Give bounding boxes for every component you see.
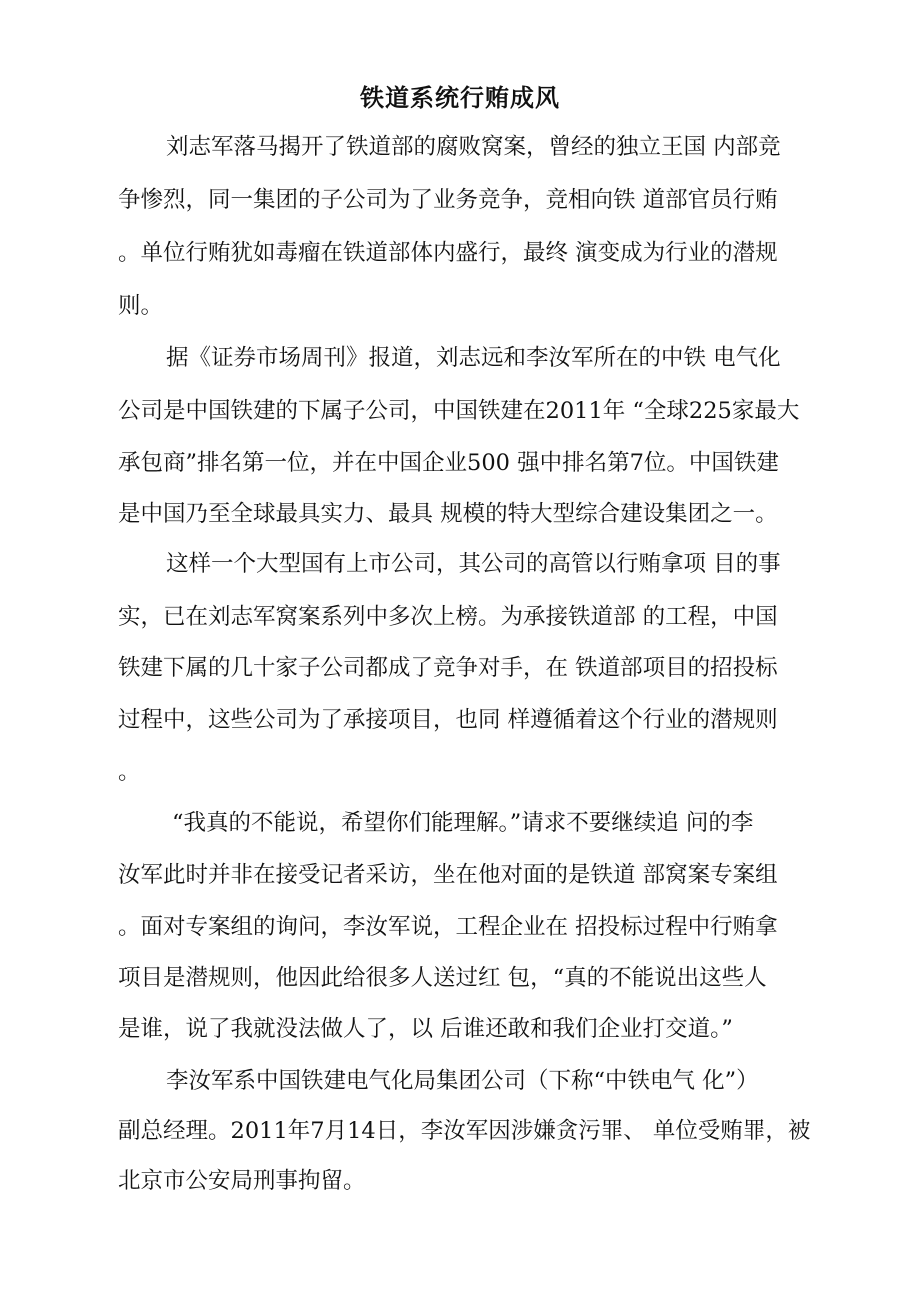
paragraph-line: 铁建下属的几十家子公司都成了竞争对手，在 铁道部项目的招投标 bbox=[118, 655, 778, 681]
paragraph-line: 副总经理。2011年7月14日，李汝军因涉嫌贪污罪、 单位受贿罪，被 bbox=[118, 1118, 811, 1144]
paragraph-line: 是中国乃至全球最具实力、最具 规模的特大型综合建设集团之一。 bbox=[118, 501, 778, 527]
paragraph-line: 项目是潜规则，他因此给很多人送过红 包，“真的不能说出这些人 bbox=[118, 965, 767, 991]
paragraph-line: 则。 bbox=[118, 293, 164, 319]
paragraph-line: 这样一个大型国有上市公司，其公司的高管以行贿拿项 目的事 bbox=[166, 551, 781, 577]
paragraph-line: 争惨烈，同一集团的子公司为了业务竞争，竞相向铁 道部官员行贿 bbox=[118, 187, 778, 213]
paragraph-line: 。面对专案组的询问，李汝军说，工程企业在 招投标过程中行贿拿 bbox=[118, 914, 778, 940]
paragraph-line: 。 bbox=[118, 759, 141, 785]
paragraph-line: 公司是中国铁建的下属子公司，中国铁建在2011年 “全球225家最大 bbox=[118, 398, 800, 424]
paragraph-line: 是谁，说了我就没法做人了，以 后谁还敢和我们企业打交道。” bbox=[118, 1016, 733, 1042]
paragraph-line: 汝军此时并非在接受记者采访，坐在他对面的是铁道 部窝案专案组 bbox=[118, 862, 778, 888]
paragraph-line: 。单位行贿犹如毒瘤在铁道部体内盛行，最终 演变成为行业的潜规 bbox=[118, 240, 778, 266]
paragraph-line: 据《证券市场周刊》报道，刘志远和李汝军所在的中铁 电气化 bbox=[166, 345, 781, 371]
paragraph-line: 实，已在刘志军窝案系列中多次上榜。为承接铁道部 的工程，中国 bbox=[118, 604, 778, 630]
paragraph-line: 北京市公安局刑事拘留。 bbox=[118, 1168, 366, 1194]
paragraph-line: “我真的不能说，希望你们能理解。”请求不要继续追 问的李 bbox=[172, 810, 754, 836]
paragraph-line: 刘志军落马揭开了铁道部的腐败窝案，曾经的独立王国 内部竞 bbox=[166, 134, 781, 160]
paragraph-line: 过程中，这些公司为了承接项目，也同 样遵循着这个行业的潜规则 bbox=[118, 707, 778, 733]
paragraph-line: 李汝军系中国铁建电气化局集团公司（下称“中铁电气 化”） bbox=[166, 1068, 759, 1094]
document-title: 铁道系统行贿成风 bbox=[360, 84, 560, 112]
paragraph-line: 承包商”排名第一位，并在中国企业500 强中排名第7位。中国铁建 bbox=[118, 450, 779, 476]
